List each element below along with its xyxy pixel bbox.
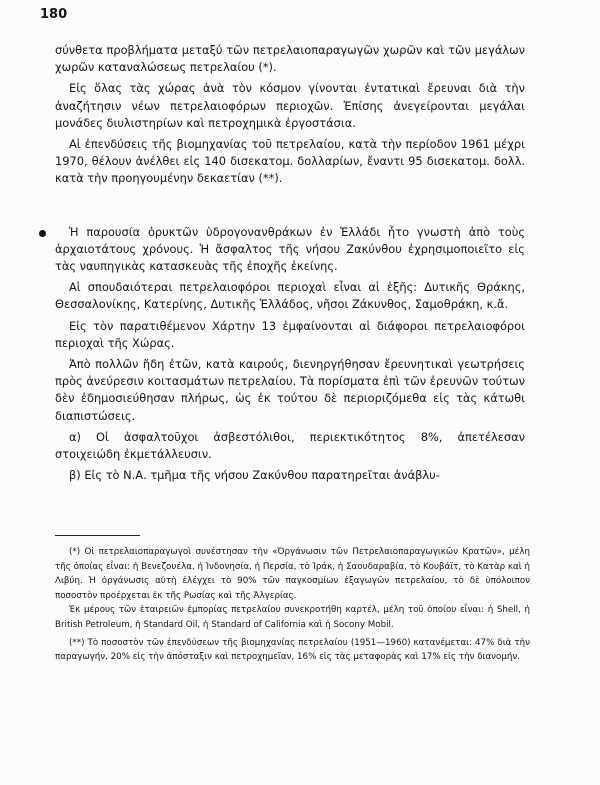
bulleted-section xyxy=(55,224,525,276)
footnote-opec: (*) Οἱ πετρελαιοπαραγωγοὶ συνέστησαν τὴν «Ὀργάνωσιν τῶν Πετρελαιοπαραγωγικῶν Κρατῶν», μέλη τῆς ὁποίας εἶναι: ἡ Βενεζουέλα, ἡ Ἰνδονησία, ἡ Περσία, τὸ Ἰράκ, ἡ Σαουδαραβία, τὸ Κουβάϊτ, τὸ Κατὰρ καὶ ἡ Λιβύη. Ἡ ὀργάνωσις αὐτὴ ἐλέγχει τὸ 90% τῶν παγκοσμίων ἐξαγωγῶν πετρελαίου, τὸ δὲ ὑπόλοιπον ποσοστὸν προέρχεται ἐκ τῆς Ρωσίας καὶ τῆς Ἀλγερίας. xyxy=(55,547,530,601)
paragraph-intro: σύνθετα προβλήματα μεταξύ τῶν πετρελαιοπαραγωγῶν χωρῶν καὶ τῶν μεγάλων χωρῶν καταναλώσεως πετρελαίου (*). xyxy=(55,43,525,75)
footnote-cartel: Ἐκ μέρους τῶν ἑταιρειῶν ἐμπορίας πετρελαίου συνεκροτήθη καρτέλ, μέλη τοῦ ὁποίου εἶναι: ἡ Shell, ἡ British Petroleum, ἡ Standard Oil, ἡ Standard of California καὶ ἡ Socony Mobil. xyxy=(55,605,530,630)
paragraph-finding-b: β) Εἰς τὸ Ν.Α. τμῆμα τῆς νήσου Ζακύνθου παρατηρεῖται ἀνάβλυ- xyxy=(69,468,440,483)
paragraph-investments: Αἱ ἐπενδύσεις τῆς βιομηχανίας τοῦ πετρελαίου, κατὰ τὴν περίοδον 1961 μέχρι 1970, θέλουν ἀνέλθει εἰς 140 δισεκατομ. δολλαρίων, ἔναντι 95 δισεκατομ. δολλ. κατὰ τὴν προηγουμένην δεκαετίαν (**). xyxy=(55,137,525,186)
footnote-investment-shares: (**) Τὸ ποσοστὸν τῶν ἐπενδύσεων τῆς βιομηχανίας πετρελαίου (1951—1960) κατανέμεται: 47% διὰ τὴν παραγωγήν, 20% εἰς τὴν ἀπόσταξιν καὶ πετροχημεῖαν, 16% εἰς τὰς μεταφορὰς καὶ 17% εἰς τὴν διανομήν. xyxy=(55,637,530,663)
bullet-marker xyxy=(39,230,46,237)
paragraph-research: Εἰς ὅλας τὰς χώρας ἀνὰ τὸν κόσμον γίνονται ἐντατικαὶ ἔρευναι διὰ τὴν ἀναζήτησιν νέων πετρελαιοφόρων περιοχῶν. Ἐπίσης ἀνεγείρονται μεγάλαι μονάδες διυλιστηρίων καὶ πετροχημικὰ ἐργοστάσια. xyxy=(55,81,525,130)
paragraph-greece-hydrocarbons: Ἡ παρουσία ὀρυκτῶν ὑδρογονανθράκων ἐν Ἑλλάδι ἦτο γνωστὴ ἀπὸ τοὺς ἀρχαιοτάτους χρόνους. Ἡ ἄσφαλτος τῆς νήσου Ζακύνθου ἐχρησιμοποιεῖτο εἰς τὰς ναυπηγικὰς κατασκευὰς τῆς ἐποχῆς ἐκείνης. xyxy=(55,224,525,274)
footnote-divider xyxy=(55,535,140,536)
paragraph-oil-regions: Αἱ σπουδαιότεραι πετρελαιοφόροι περιοχαὶ εἶναι αἱ ἑξῆς: Δυτικῆς Θράκης, Θεσσαλονίκης, Κατερίνης, Δυτικῆς Ἑλλάδος, νῆσοι Ζάκυνθος, Σαμοθράκη, κ.ἄ. xyxy=(55,280,525,312)
footnotes xyxy=(55,545,530,665)
paragraph-finding-a: α) Οἱ ἀσφαλτοῦχοι ἀσβεστόλιθοι, περιεκτικότητος 8%, ἀπετέλεσαν στοιχειώδη ἐκμετάλλευσιν. xyxy=(55,429,525,462)
body-text xyxy=(55,42,525,488)
paragraph-map-reference: Εἰς τὸν παρατιθέμενον Χάρτην 13 ἐμφαίνονται αἱ διάφοροι πετρελαιοφόροι περιοχαὶ τῆς Χώρας. xyxy=(55,318,525,350)
paragraph-drillings: Ἀπὸ πολλῶν ἤδη ἐτῶν, κατὰ καιρούς, διενηργήθησαν ἔρευνητικαὶ γεωτρήσεις πρὸς ἀνεύρεσιν κοιτασμάτων πετρελαίου. Τὰ πορίσματα ἐπὶ τῶν ἐρευνῶν τούτων δὲν ἐδημοσιεύθησαν πλήρως, ὡς ἐκ τούτου δὲ περιοριζόμεθα εἰς τὰς κάτωθι διαπιστώσεις. xyxy=(55,357,525,423)
page-number: 180 xyxy=(40,7,68,22)
